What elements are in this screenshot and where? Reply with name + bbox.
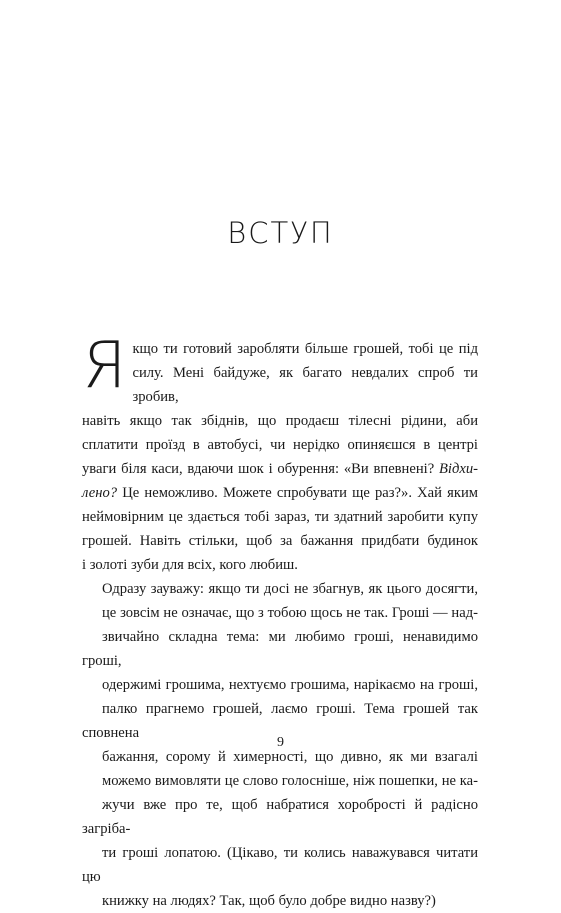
text-line	[82, 481, 478, 505]
page-number: 9	[277, 735, 284, 750]
italic-fragment: лено?	[82, 485, 118, 501]
text-line: силу. Мені байдуже, як багато невдалих спроб ти зробив,	[132, 365, 478, 405]
text-fragment: уваги біля каси, вдаючи шок і обурення: «Ви впевнені?	[82, 461, 435, 477]
text-line: палко прагнемо грошей, лаємо гроші. Тема грошей так сповнена	[82, 701, 478, 741]
text-line: можемо вимовляти це слово голосніше, ніж пошепки, не ка-	[102, 773, 478, 789]
paragraph-1	[82, 329, 479, 577]
text-line: Одразу зауважу: якщо ти досі не збагнув, як цього досягти,	[102, 581, 478, 597]
text-line: і золоті зуби для всіх, кого любиш.	[82, 557, 298, 573]
text-fragment: Це неможливо. Можете спробувати ще раз?». Хай яким	[117, 485, 478, 501]
text-line: одержимі грошима, нехтуємо грошима, нарікаємо на гроші,	[102, 677, 478, 693]
text-line: жучи вже про те, щоб набратися хоробрості й радісно загріба-	[82, 797, 478, 837]
italic-fragment: Відхи-	[439, 461, 479, 477]
text-line: звичайно складна тема: ми любимо гроші, ненавидимо гроші,	[82, 629, 478, 669]
text-line: сплатити проїзд в автобусі, чи нерідко опиняєшся в центрі	[82, 437, 478, 453]
text-line	[82, 457, 478, 481]
chapter-title: ВСТУП	[227, 216, 334, 250]
body-text	[82, 329, 479, 913]
text-line: неймовірним це здається тобі зараз, ти здатний заробити купу	[82, 509, 478, 525]
text-line: кщо ти готовий заробляти більше грошей, тобі це під	[132, 341, 478, 357]
text-line: книжку на людях? Так, щоб було добре видно назву?)	[102, 893, 436, 909]
drop-cap: Я	[82, 329, 127, 403]
text-line: це зовсім не означає, що з тобою щось не так. Гроші — над-	[102, 605, 478, 621]
text-line: навіть якщо так збіднів, що продаєш тілесні рідини, аби	[82, 413, 478, 429]
text-line: грошей. Навіть стільки, щоб за бажання придбати будинок	[82, 533, 478, 549]
text-line: ти гроші лопатою. (Цікаво, ти колись наважувався читати цю	[82, 845, 478, 885]
text-line: бажання, сорому й химерності, що дивно, як ми взагалі	[102, 749, 478, 765]
